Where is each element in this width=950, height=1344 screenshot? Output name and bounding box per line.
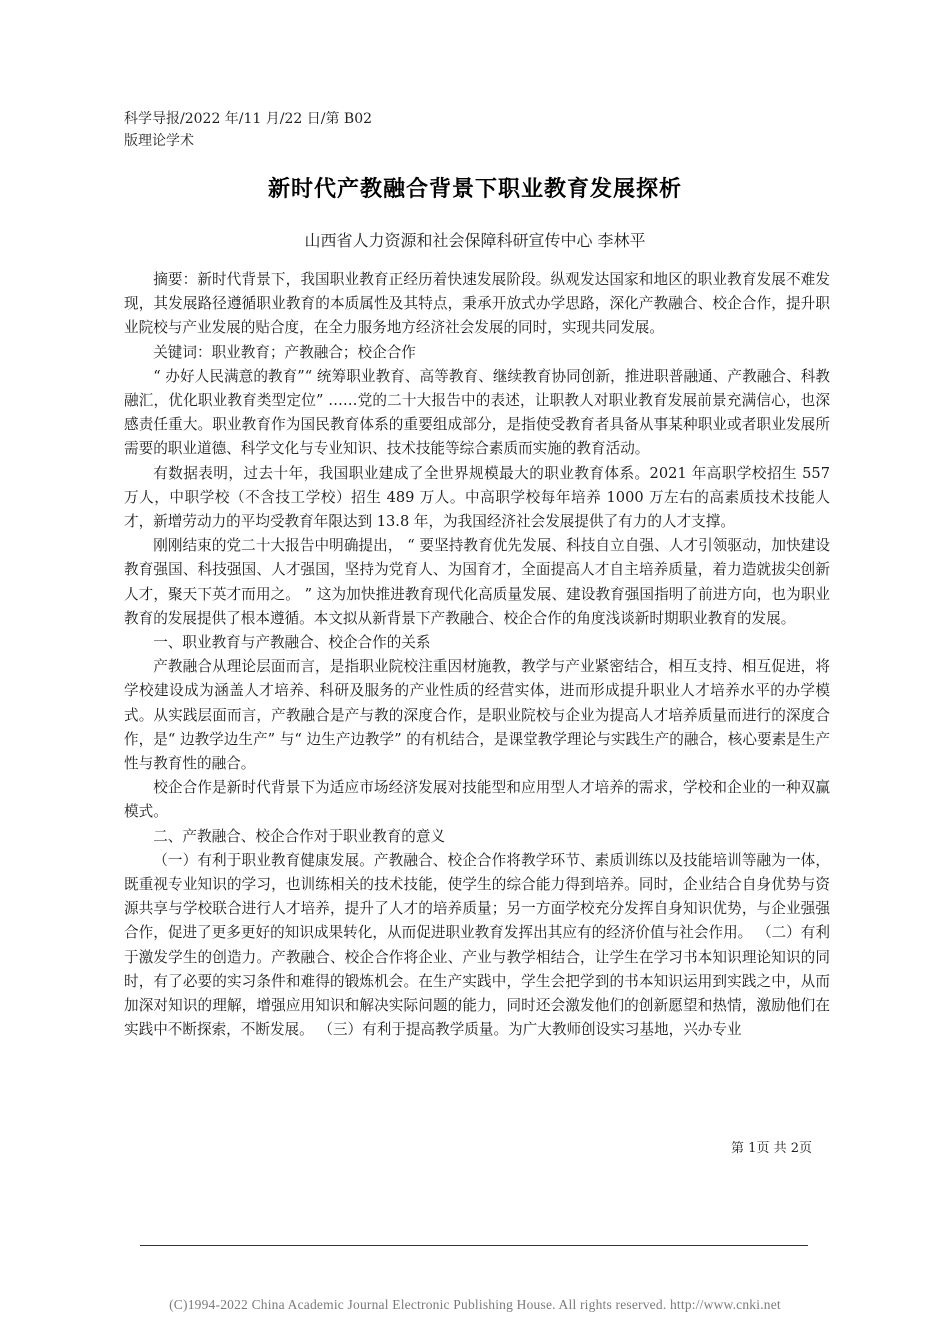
body-paragraph: 校企合作是新时代背景下为适应市场经济发展对技能型和应用型人才培养的需求，学校和企业的一种双赢模式。: [124, 779, 830, 821]
copyright-notice: (C)1994-2022 China Academic Journal Electronic Publishing House. All rights reserved. http://www.cnki.net: [169, 1297, 781, 1312]
article-body: [124, 268, 830, 1043]
page-number: 第 1页 共 2页: [731, 1141, 812, 1156]
source-section: 版理论学术: [124, 133, 194, 149]
source-line: 科学导报/2022 年/11 月/22 日/第 B02: [124, 111, 373, 127]
body-paragraph: 有数据表明，过去十年，我国职业建成了全世界规模最大的职业教育体系。2021 年高职学校招生 557 万人，中职学校（不含技工学校）招生 489 万人。中高职学校每年培养 1000 万左右的高素质技术技能人才，新增劳动力的平均受教育年限达到 13.8 年，为我国经济社会发展提供了有力的人才支撑。: [124, 464, 830, 531]
section-heading: 二、产教融合、校企合作对于职业教育的意义: [153, 827, 446, 845]
body-paragraph: （一）有利于职业教育健康发展。产教融合、校企合作将教学环节、素质训练以及技能培训等融为一体，既重视专业知识的学习，也训练相关的技术技能，使学生的综合能力得到培养。同时，企业结合自身优势与资源共享与学校联合进行人才培养，提升了人才的培养质量；另一方面学校充分发挥自身知识优势，与企业强强合作，促进了更多更好的知识成果转化，从而促进职业教育发挥出其应有的经济价值与社会作用。 （二）有利于激发学生的创造力。产教融合、校企合作将企业、产业与教学相结合，让学生在学习书本知识理论知识的同时，有了必要的实习条件和难得的锻炼机会。在生产实践中，学生会把学到的书本知识运用到实践之中，从而加深对知识的理解，增强应用知识和解决实际问题的能力，同时还会激发他们的创新愿望和热情，激励他们在实践中不断探索，不断发展。 （三）有利于提高教学质量。为广大教师创设实习基地，兴办专业: [124, 851, 830, 1039]
section-heading: 一、职业教育与产教融合、校企合作的关系: [153, 634, 431, 652]
body-paragraph: 刚刚结束的党二十大报告中明确提出， “ 要坚持教育优先发展、科技自立自强、人才引领驱动，加快建设教育强国、科技强国、人才强国，坚持为党育人、为国育才，全面提高人才自主培养质量，着力造就拔尖创新人才，聚天下英才而用之。 ” 这为加快推进教育现代化高质量发展、建设教育强国指明了前进方向，也为职业教育的发展提供了根本遵循。本文拟从新背景下产教融合、校企合作的角度浅谈新时期职业教育的发展。: [124, 537, 830, 627]
body-paragraph: 产教融合从理论层面而言，是指职业院校注重因材施教，教学与产业紧密结合，相互支持、相互促进，将学校建设成为涵盖人才培养、科研及服务的产业性质的经营实体，进而形成提升职业人才培养水平的办学模式。从实践层面而言，产教融合是产与教的深度合作，是职业院校与企业为提高人才培养质量而进行的深度合作，是“ 边教学边生产” 与“ 边生产边教学” 的有机结合，是课堂教学理论与实践生产的融合，核心要素是生产性与教育性的融合。: [124, 658, 830, 773]
article-title: 新时代产教融合背景下职业教育发展探析: [267, 176, 682, 202]
abstract-paragraph: 摘要：新时代背景下，我国职业教育正经历着快速发展阶段。纵观发达国家和地区的职业教育发展不难发现，其发展路径遵循职业教育的本质属性及其特点，秉承开放式办学思路，深化产教融合、校企合作，提升职业院校与产业发展的贴合度，在全力服务地方经济社会发展的同时，实现共同发展。: [124, 271, 830, 337]
footer-divider: [140, 1245, 808, 1246]
body-paragraph: “ 办好人民满意的教育”“ 统筹职业教育、高等教育、继续教育协同创新，推进职普融通、产教融合、科教融汇，优化职业教育类型定位” ……党的二十大报告中的表述，让职教人对职业教育发展前景充满信心，也深感责任重大。职业教育作为国民教育体系的重要组成部分，是指使受教育者具备从事某种职业或者职业发展所需要的职业道德、科学文化与专业知识、技术技能等综合素质而实施的教育活动。: [124, 367, 830, 458]
keywords-paragraph: 关键词：职业教育；产教融合；校企合作: [153, 343, 416, 361]
author-byline: 山西省人力资源和社会保障科研宣传中心 李林平: [304, 231, 646, 250]
